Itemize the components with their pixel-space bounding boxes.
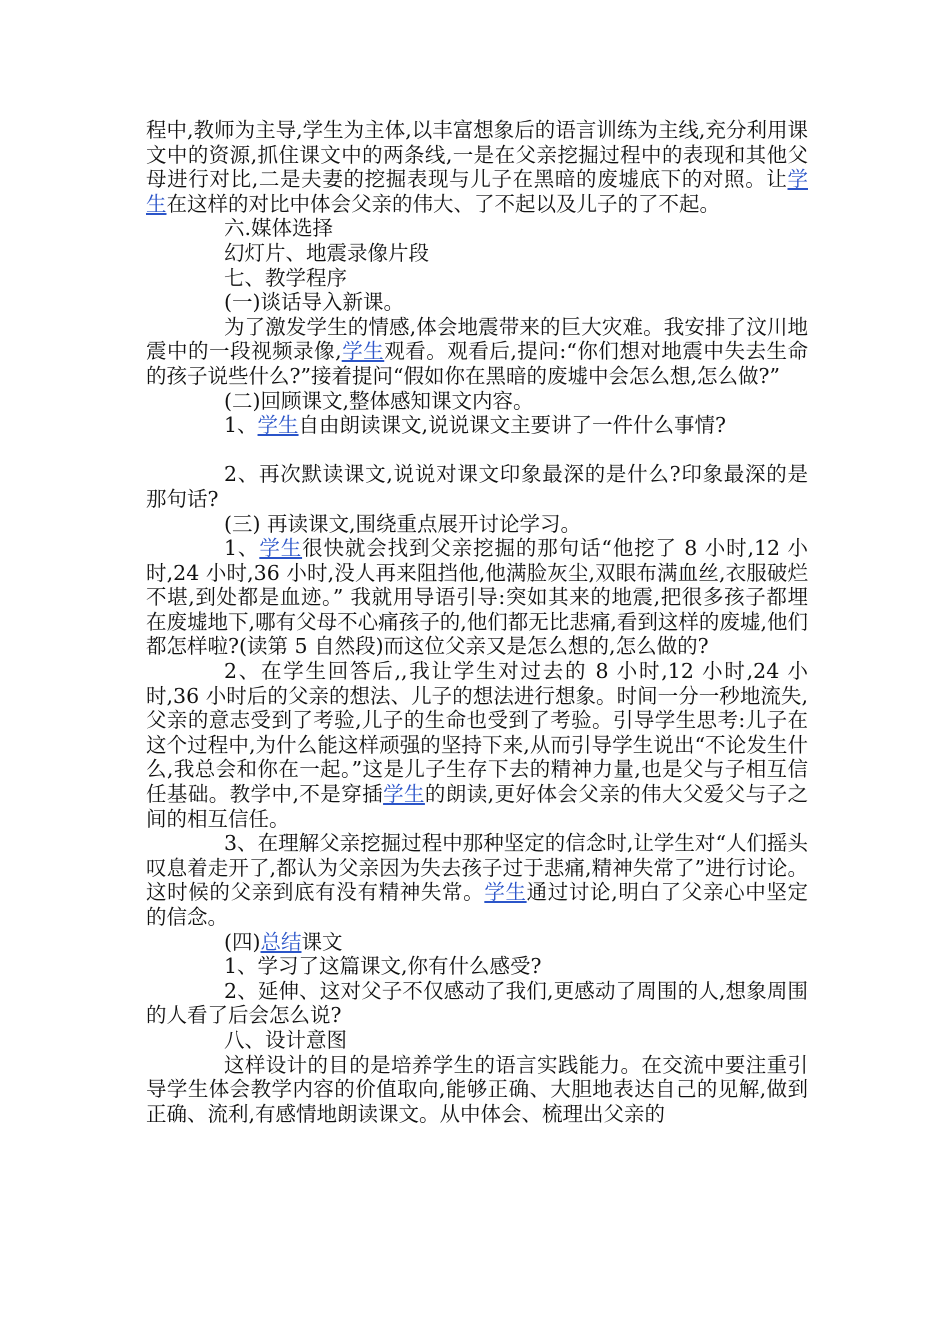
keyword-link[interactable]: 学生	[257, 413, 299, 438]
text-segment: 2、再次默读课文,说说对课文印象最深的是什么?印象最深的是那句话?	[146, 462, 808, 511]
text-segment: 2、延伸、这对父子不仅感动了我们,更感动了周围的人,想象周围的人看了后会怎么说?	[146, 978, 808, 1028]
text-segment: 2、在学生回答后,,我让学生对过去的 8 小时,12 小时,24 小时,36 小时后的父亲的想法、儿子的想法进行想象。时间一分一秒地流失,父亲的意志受到了考验,儿子的生命也受到了考验。引导学生思考:儿子在这个过程中,为什么能这样顽强的坚持下来,从而引导学生说出“不论发生什么,我总会和你在一起。”这是儿子生存下去的精神力量,也是父与子相互信任基础。教学中,不是穿插	[146, 659, 808, 807]
paragraph	[146, 241, 808, 266]
paragraph	[146, 315, 808, 389]
keyword-link[interactable]: 学生	[341, 339, 385, 364]
text-segment: 观看。观看后,提问:“你们想对地震中失去生命的孩子说些什么?”接着提问“假如你在黑暗的废墟中会怎么想,怎么做?”	[146, 339, 809, 388]
paragraph	[146, 1028, 808, 1053]
text-segment: 1、	[224, 413, 258, 438]
paragraph	[146, 118, 808, 216]
text-segment: (二)回顾课文,整体感知课文内容。	[224, 388, 534, 413]
paragraph	[146, 536, 808, 659]
text-segment: 八、设计意图	[224, 1027, 347, 1052]
text-segment: 六.媒体选择	[224, 216, 334, 241]
paragraph	[146, 290, 808, 315]
keyword-link[interactable]: 学生	[259, 536, 303, 561]
text-segment: 幻灯片、地震录像片段	[224, 240, 429, 265]
keyword-link[interactable]: 学生	[146, 167, 808, 216]
paragraph	[146, 831, 808, 929]
paragraph	[146, 1053, 808, 1127]
paragraph	[146, 659, 808, 831]
text-segment: 七、教学程序	[224, 265, 347, 290]
paragraph	[146, 512, 808, 537]
text-segment: 1、	[224, 536, 260, 561]
text-segment: 这样设计的目的是培养学生的语言实践能力。在交流中要注重引导学生体会教学内容的价值取向,能够正确、大胆地表达自己的见解,做到正确、流利,有感情地朗读课文。从中体会、梳理出父亲的	[146, 1052, 808, 1126]
text-segment: (三) 再读课文,围绕重点展开讨论学习。	[224, 511, 582, 536]
paragraph	[146, 413, 808, 438]
paragraph	[146, 462, 808, 511]
paragraph	[146, 266, 808, 291]
text-segment: 在这样的对比中体会父亲的伟大、了不起以及儿子的了不起。	[166, 191, 720, 216]
keyword-link[interactable]: 总结	[260, 929, 302, 954]
text-segment: 1、学习了这篇课文,你有什么感受?	[224, 954, 542, 979]
document-body	[146, 118, 808, 1126]
text-segment: 很快就会找到父亲挖掘的那句话“他挖了 8 小时,12 小时,24 小时,36 小时,没人再来阻挡他,他满脸灰尘,双眼布满血丝,衣服破烂不堪,到处都是血迹。” 我就用导语引导:突如其来的地震,把很多孩子都埋在废墟地下,哪有父母不心痛孩子的,他们都无比悲痛,看到这样的废墟,他们都怎样啦?(读第 5 自然段)而这位父亲又是怎么想的,怎么做的?	[146, 536, 808, 659]
keyword-link[interactable]: 学生	[484, 880, 527, 905]
paragraph	[146, 216, 808, 241]
text-segment: 3、在理解父亲挖掘过程中那种坚定的信念时,让学生对“人们摇头叹息着走开了,都认为父亲因为失去孩子过于悲痛,精神失常了”进行讨论。这时候的父亲到底有没有精神失常。	[146, 831, 808, 905]
text-segment: 课文	[301, 929, 343, 954]
text-segment: (四)	[224, 929, 261, 954]
paragraph	[146, 954, 808, 979]
paragraph	[146, 979, 808, 1028]
text-segment: 自由朗读课文,说说课文主要讲了一件什么事情?	[298, 413, 727, 438]
paragraph	[146, 389, 808, 414]
text-segment: 为了激发学生的情感,体会地震带来的巨大灾难。我安排了汶川地震中的一段视频录像,	[146, 314, 808, 364]
text-segment: 的朗读,更好体会父亲的伟大父爱父与子之间的相互信任。	[146, 782, 808, 831]
text-segment: 程中,教师为主导,学生为主体,以丰富想象后的语言训练为主线,充分利用课文中的资源,抓住课文中的两条线,一是在父亲挖掘过程中的表现和其他父母进行对比,二是夫妻的挖掘表现与儿子在黑暗的废墟底下的对照。让	[146, 118, 808, 192]
keyword-link[interactable]: 学生	[383, 782, 425, 807]
text-segment: 通过讨论,明白了父亲心中坚定的信念。	[146, 880, 809, 929]
text-segment: (一)谈话导入新课。	[224, 290, 404, 315]
paragraph	[146, 930, 808, 955]
